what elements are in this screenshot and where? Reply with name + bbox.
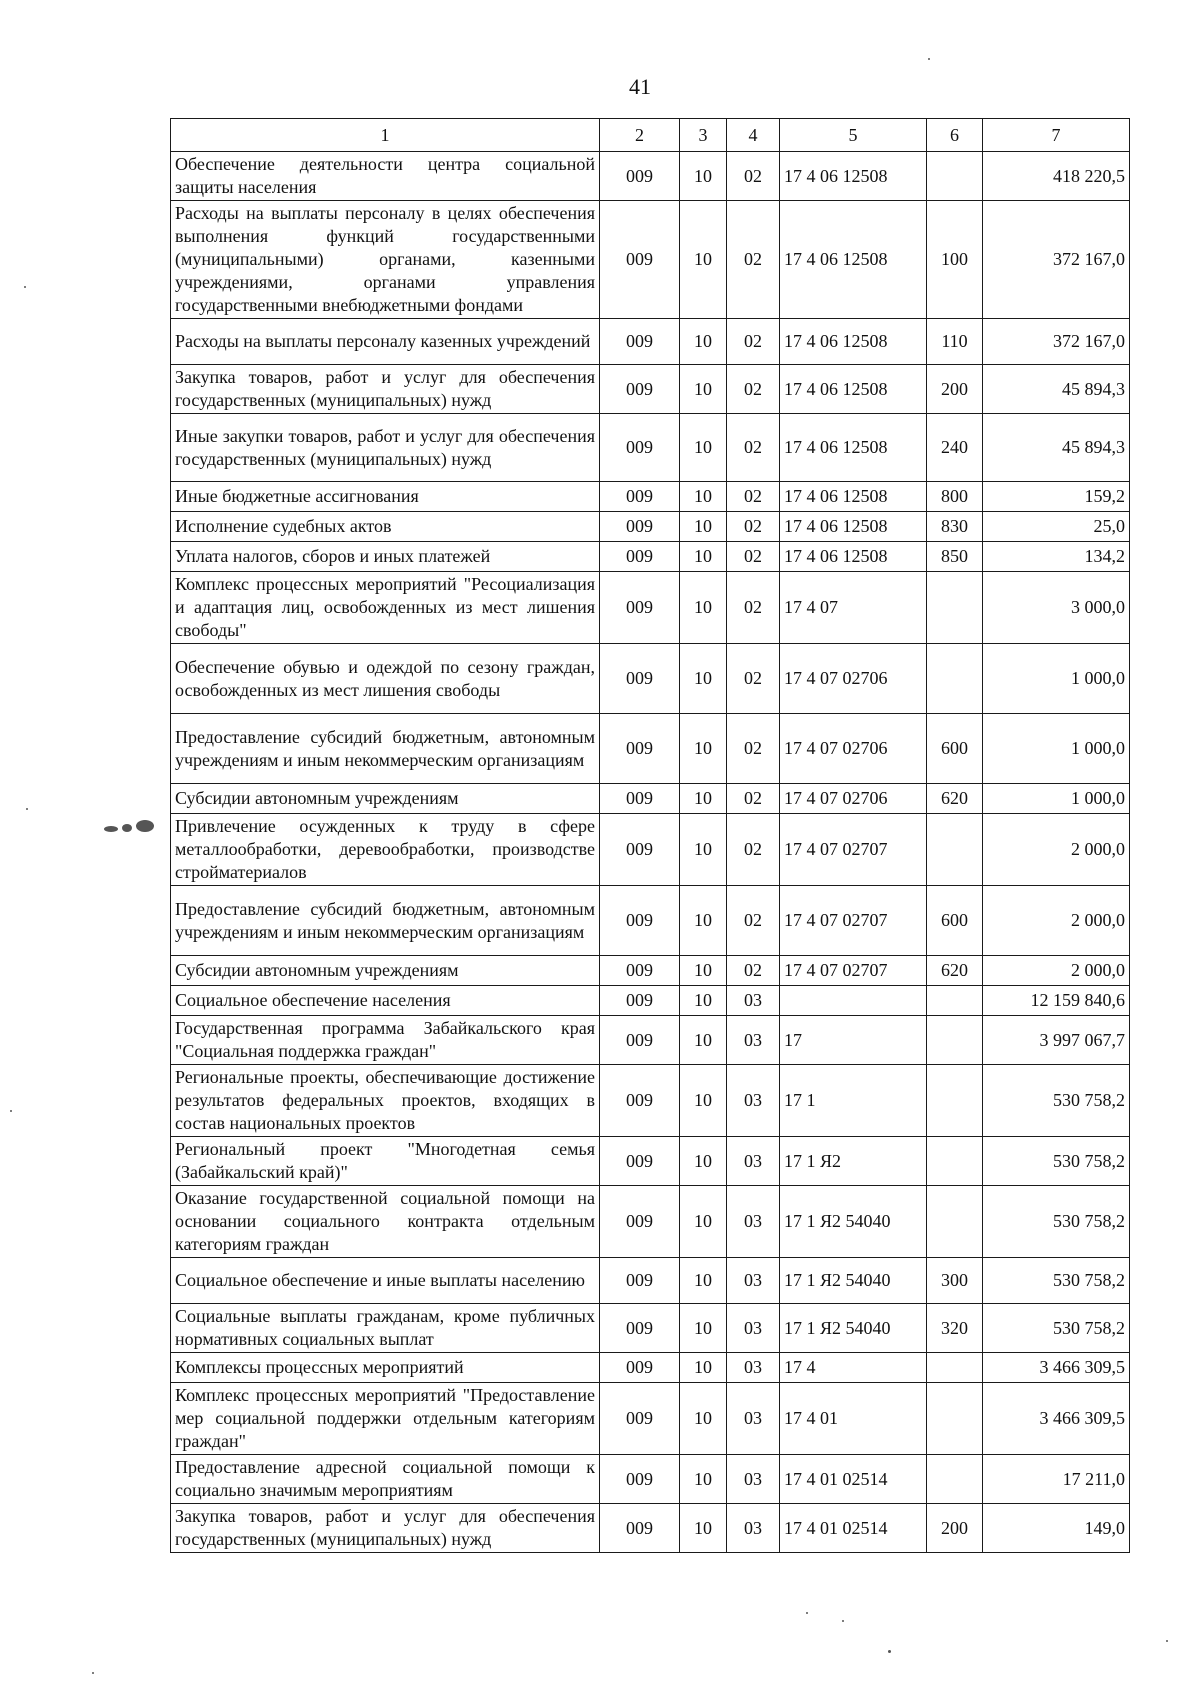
scan-speck bbox=[136, 820, 154, 832]
row-section-cell: 10 bbox=[680, 365, 727, 414]
row-target-article-cell: 17 4 07 02707 bbox=[780, 956, 927, 986]
row-subsection-cell: 02 bbox=[727, 814, 780, 886]
scan-speck bbox=[888, 1650, 891, 1653]
row-amount-cell: 149,0 bbox=[983, 1504, 1130, 1553]
table-row bbox=[171, 201, 1130, 319]
row-expense-type-cell bbox=[927, 572, 983, 644]
row-subsection-cell: 02 bbox=[727, 319, 780, 365]
table-row bbox=[171, 1353, 1130, 1383]
table-row bbox=[171, 319, 1130, 365]
row-section-cell: 10 bbox=[680, 201, 727, 319]
row-amount-cell: 25,0 bbox=[983, 512, 1130, 542]
table-row bbox=[171, 1186, 1130, 1258]
row-name-cell: Предоставление субсидий бюджетным, автономным учреждениям и иным некоммерческим организациям bbox=[171, 714, 600, 784]
table-row bbox=[171, 1065, 1130, 1137]
table-row bbox=[171, 414, 1130, 482]
row-amount-cell: 530 758,2 bbox=[983, 1137, 1130, 1186]
row-amount-cell: 3 000,0 bbox=[983, 572, 1130, 644]
row-gr-cell: 009 bbox=[600, 644, 680, 714]
table-row bbox=[171, 482, 1130, 512]
row-section-cell: 10 bbox=[680, 414, 727, 482]
row-target-article-cell: 17 1 Я2 bbox=[780, 1137, 927, 1186]
row-amount-cell: 17 211,0 bbox=[983, 1455, 1130, 1504]
row-target-article-cell: 17 4 07 02706 bbox=[780, 784, 927, 814]
row-section-cell: 10 bbox=[680, 1065, 727, 1137]
row-name-cell: Предоставление адресной социальной помощи к социально значимым мероприятиям bbox=[171, 1455, 600, 1504]
row-subsection-cell: 02 bbox=[727, 152, 780, 201]
row-name-cell: Оказание государственной социальной помощи на основании социального контракта отдельным категориям граждан bbox=[171, 1186, 600, 1258]
row-subsection-cell: 03 bbox=[727, 1504, 780, 1553]
row-gr-cell: 009 bbox=[600, 1137, 680, 1186]
row-amount-cell: 1 000,0 bbox=[983, 644, 1130, 714]
row-expense-type-cell bbox=[927, 152, 983, 201]
row-expense-type-cell: 200 bbox=[927, 365, 983, 414]
row-expense-type-cell: 600 bbox=[927, 886, 983, 956]
row-section-cell: 10 bbox=[680, 956, 727, 986]
row-section-cell: 10 bbox=[680, 1304, 727, 1353]
row-subsection-cell: 02 bbox=[727, 512, 780, 542]
row-section-cell: 10 bbox=[680, 886, 727, 956]
row-expense-type-cell bbox=[927, 1137, 983, 1186]
row-gr-cell: 009 bbox=[600, 319, 680, 365]
row-name-cell: Региональные проекты, обеспечивающие достижение результатов федеральных проектов, входящих в состав национальных проектов bbox=[171, 1065, 600, 1137]
row-amount-cell: 1 000,0 bbox=[983, 784, 1130, 814]
row-subsection-cell: 02 bbox=[727, 482, 780, 512]
scan-speck bbox=[24, 286, 26, 288]
row-gr-cell: 009 bbox=[600, 414, 680, 482]
row-section-cell: 10 bbox=[680, 482, 727, 512]
row-amount-cell: 3 466 309,5 bbox=[983, 1383, 1130, 1455]
row-section-cell: 10 bbox=[680, 1137, 727, 1186]
table-row bbox=[171, 986, 1130, 1016]
row-gr-cell: 009 bbox=[600, 1353, 680, 1383]
row-section-cell: 10 bbox=[680, 542, 727, 572]
table-body bbox=[171, 152, 1130, 1553]
row-amount-cell: 2 000,0 bbox=[983, 814, 1130, 886]
row-gr-cell: 009 bbox=[600, 1258, 680, 1304]
row-expense-type-cell bbox=[927, 814, 983, 886]
row-amount-cell: 530 758,2 bbox=[983, 1065, 1130, 1137]
row-amount-cell: 418 220,5 bbox=[983, 152, 1130, 201]
row-expense-type-cell bbox=[927, 1186, 983, 1258]
table-row bbox=[171, 1137, 1130, 1186]
row-section-cell: 10 bbox=[680, 784, 727, 814]
table-row bbox=[171, 814, 1130, 886]
row-amount-cell: 12 159 840,6 bbox=[983, 986, 1130, 1016]
row-subsection-cell: 02 bbox=[727, 784, 780, 814]
row-subsection-cell: 02 bbox=[727, 572, 780, 644]
row-gr-cell: 009 bbox=[600, 784, 680, 814]
row-subsection-cell: 02 bbox=[727, 714, 780, 784]
row-section-cell: 10 bbox=[680, 1383, 727, 1455]
column-header-2: 2 bbox=[600, 119, 680, 152]
row-expense-type-cell: 200 bbox=[927, 1504, 983, 1553]
row-section-cell: 10 bbox=[680, 1353, 727, 1383]
row-amount-cell: 372 167,0 bbox=[983, 319, 1130, 365]
row-expense-type-cell: 830 bbox=[927, 512, 983, 542]
row-gr-cell: 009 bbox=[600, 1304, 680, 1353]
table-row bbox=[171, 1016, 1130, 1065]
row-section-cell: 10 bbox=[680, 644, 727, 714]
row-subsection-cell: 03 bbox=[727, 1065, 780, 1137]
row-expense-type-cell: 320 bbox=[927, 1304, 983, 1353]
row-amount-cell: 530 758,2 bbox=[983, 1186, 1130, 1258]
row-target-article-cell: 17 4 07 bbox=[780, 572, 927, 644]
row-target-article-cell: 17 1 bbox=[780, 1065, 927, 1137]
row-expense-type-cell bbox=[927, 1016, 983, 1065]
row-name-cell: Государственная программа Забайкальского края "Социальная поддержка граждан" bbox=[171, 1016, 600, 1065]
table-row bbox=[171, 784, 1130, 814]
row-name-cell: Социальные выплаты гражданам, кроме публичных нормативных социальных выплат bbox=[171, 1304, 600, 1353]
table-row bbox=[171, 1304, 1130, 1353]
row-expense-type-cell bbox=[927, 1353, 983, 1383]
row-target-article-cell: 17 4 06 12508 bbox=[780, 482, 927, 512]
row-section-cell: 10 bbox=[680, 986, 727, 1016]
row-name-cell: Обеспечение обувью и одеждой по сезону граждан, освобожденных из мест лишения свободы bbox=[171, 644, 600, 714]
row-gr-cell: 009 bbox=[600, 201, 680, 319]
row-subsection-cell: 03 bbox=[727, 1186, 780, 1258]
row-subsection-cell: 03 bbox=[727, 1258, 780, 1304]
row-name-cell: Социальное обеспечение и иные выплаты населению bbox=[171, 1258, 600, 1304]
row-name-cell: Уплата налогов, сборов и иных платежей bbox=[171, 542, 600, 572]
row-target-article-cell: 17 4 bbox=[780, 1353, 927, 1383]
row-gr-cell: 009 bbox=[600, 365, 680, 414]
row-amount-cell: 1 000,0 bbox=[983, 714, 1130, 784]
row-gr-cell: 009 bbox=[600, 886, 680, 956]
row-gr-cell: 009 bbox=[600, 482, 680, 512]
row-expense-type-cell bbox=[927, 1383, 983, 1455]
row-target-article-cell: 17 4 06 12508 bbox=[780, 319, 927, 365]
row-name-cell: Социальное обеспечение населения bbox=[171, 986, 600, 1016]
row-target-article-cell: 17 4 06 12508 bbox=[780, 542, 927, 572]
scan-speck bbox=[806, 1612, 808, 1614]
row-gr-cell: 009 bbox=[600, 542, 680, 572]
row-name-cell: Комплекс процессных мероприятий "Предоставление мер социальной поддержки отдельным категориям граждан" bbox=[171, 1383, 600, 1455]
budget-table bbox=[170, 118, 1130, 1553]
row-subsection-cell: 03 bbox=[727, 1353, 780, 1383]
column-header-7: 7 bbox=[983, 119, 1130, 152]
row-target-article-cell: 17 4 01 02514 bbox=[780, 1455, 927, 1504]
row-expense-type-cell: 620 bbox=[927, 956, 983, 986]
row-subsection-cell: 02 bbox=[727, 414, 780, 482]
row-subsection-cell: 03 bbox=[727, 1455, 780, 1504]
row-name-cell: Расходы на выплаты персоналу казенных учреждений bbox=[171, 319, 600, 365]
table-row bbox=[171, 886, 1130, 956]
row-gr-cell: 009 bbox=[600, 1016, 680, 1065]
row-amount-cell: 3 466 309,5 bbox=[983, 1353, 1130, 1383]
row-expense-type-cell bbox=[927, 986, 983, 1016]
row-gr-cell: 009 bbox=[600, 152, 680, 201]
row-gr-cell: 009 bbox=[600, 986, 680, 1016]
row-amount-cell: 2 000,0 bbox=[983, 956, 1130, 986]
row-gr-cell: 009 bbox=[600, 1065, 680, 1137]
row-gr-cell: 009 bbox=[600, 572, 680, 644]
row-section-cell: 10 bbox=[680, 714, 727, 784]
row-target-article-cell: 17 4 07 02706 bbox=[780, 644, 927, 714]
scan-speck bbox=[842, 1620, 844, 1622]
budget-table-wrapper bbox=[170, 118, 1129, 1553]
row-expense-type-cell: 850 bbox=[927, 542, 983, 572]
table-row bbox=[171, 1504, 1130, 1553]
row-expense-type-cell bbox=[927, 1065, 983, 1137]
row-amount-cell: 2 000,0 bbox=[983, 886, 1130, 956]
row-target-article-cell: 17 4 06 12508 bbox=[780, 201, 927, 319]
row-target-article-cell: 17 4 06 12508 bbox=[780, 512, 927, 542]
row-subsection-cell: 03 bbox=[727, 986, 780, 1016]
scan-speck bbox=[26, 808, 28, 810]
row-subsection-cell: 03 bbox=[727, 1137, 780, 1186]
row-amount-cell: 134,2 bbox=[983, 542, 1130, 572]
table-row bbox=[171, 1383, 1130, 1455]
row-target-article-cell: 17 4 07 02707 bbox=[780, 886, 927, 956]
scan-speck bbox=[928, 58, 930, 60]
row-subsection-cell: 02 bbox=[727, 365, 780, 414]
row-name-cell: Предоставление субсидий бюджетным, автономным учреждениям и иным некоммерческим организациям bbox=[171, 886, 600, 956]
row-expense-type-cell: 300 bbox=[927, 1258, 983, 1304]
column-header-3: 3 bbox=[680, 119, 727, 152]
table-row bbox=[171, 1455, 1130, 1504]
scan-speck bbox=[122, 824, 132, 832]
table-row bbox=[171, 644, 1130, 714]
scan-speck bbox=[104, 826, 118, 832]
column-header-5: 5 bbox=[780, 119, 927, 152]
row-name-cell: Закупка товаров, работ и услуг для обеспечения государственных (муниципальных) нужд bbox=[171, 1504, 600, 1553]
row-name-cell: Обеспечение деятельности центра социальной защиты населения bbox=[171, 152, 600, 201]
row-section-cell: 10 bbox=[680, 1455, 727, 1504]
row-expense-type-cell: 110 bbox=[927, 319, 983, 365]
column-header-6: 6 bbox=[927, 119, 983, 152]
row-name-cell: Субсидии автономным учреждениям bbox=[171, 784, 600, 814]
row-expense-type-cell bbox=[927, 1455, 983, 1504]
scan-speck bbox=[10, 1110, 12, 1112]
row-amount-cell: 159,2 bbox=[983, 482, 1130, 512]
row-gr-cell: 009 bbox=[600, 814, 680, 886]
row-target-article-cell bbox=[780, 986, 927, 1016]
row-amount-cell: 45 894,3 bbox=[983, 414, 1130, 482]
row-gr-cell: 009 bbox=[600, 714, 680, 784]
row-gr-cell: 009 bbox=[600, 1455, 680, 1504]
row-section-cell: 10 bbox=[680, 1504, 727, 1553]
table-row bbox=[171, 714, 1130, 784]
row-target-article-cell: 17 4 06 12508 bbox=[780, 152, 927, 201]
scan-speck bbox=[1166, 1640, 1168, 1642]
row-name-cell: Иные закупки товаров, работ и услуг для обеспечения государственных (муниципальных) нужд bbox=[171, 414, 600, 482]
row-name-cell: Иные бюджетные ассигнования bbox=[171, 482, 600, 512]
table-row bbox=[171, 152, 1130, 201]
row-expense-type-cell: 620 bbox=[927, 784, 983, 814]
row-target-article-cell: 17 4 07 02707 bbox=[780, 814, 927, 886]
row-section-cell: 10 bbox=[680, 512, 727, 542]
row-gr-cell: 009 bbox=[600, 1186, 680, 1258]
row-expense-type-cell bbox=[927, 644, 983, 714]
row-target-article-cell: 17 1 Я2 54040 bbox=[780, 1258, 927, 1304]
row-subsection-cell: 02 bbox=[727, 956, 780, 986]
row-subsection-cell: 03 bbox=[727, 1016, 780, 1065]
table-row bbox=[171, 512, 1130, 542]
row-target-article-cell: 17 4 06 12508 bbox=[780, 365, 927, 414]
column-header-1: 1 bbox=[171, 119, 600, 152]
row-target-article-cell: 17 4 07 02706 bbox=[780, 714, 927, 784]
row-name-cell: Комплексы процессных мероприятий bbox=[171, 1353, 600, 1383]
row-amount-cell: 3 997 067,7 bbox=[983, 1016, 1130, 1065]
table-row bbox=[171, 1258, 1130, 1304]
row-section-cell: 10 bbox=[680, 152, 727, 201]
table-row bbox=[171, 572, 1130, 644]
row-gr-cell: 009 bbox=[600, 956, 680, 986]
row-expense-type-cell: 100 bbox=[927, 201, 983, 319]
table-row bbox=[171, 956, 1130, 986]
row-target-article-cell: 17 bbox=[780, 1016, 927, 1065]
row-subsection-cell: 02 bbox=[727, 542, 780, 572]
row-target-article-cell: 17 4 01 bbox=[780, 1383, 927, 1455]
row-gr-cell: 009 bbox=[600, 1383, 680, 1455]
scan-speck bbox=[92, 1672, 94, 1674]
row-target-article-cell: 17 1 Я2 54040 bbox=[780, 1304, 927, 1353]
row-name-cell: Закупка товаров, работ и услуг для обеспечения государственных (муниципальных) нужд bbox=[171, 365, 600, 414]
row-subsection-cell: 03 bbox=[727, 1383, 780, 1455]
row-expense-type-cell: 240 bbox=[927, 414, 983, 482]
row-subsection-cell: 02 bbox=[727, 644, 780, 714]
row-name-cell: Исполнение судебных актов bbox=[171, 512, 600, 542]
row-name-cell: Региональный проект "Многодетная семья (Забайкальский край)" bbox=[171, 1137, 600, 1186]
header-row bbox=[171, 119, 1130, 152]
column-header-4: 4 bbox=[727, 119, 780, 152]
row-subsection-cell: 02 bbox=[727, 201, 780, 319]
row-gr-cell: 009 bbox=[600, 512, 680, 542]
row-section-cell: 10 bbox=[680, 1258, 727, 1304]
row-section-cell: 10 bbox=[680, 1016, 727, 1065]
row-amount-cell: 530 758,2 bbox=[983, 1258, 1130, 1304]
row-gr-cell: 009 bbox=[600, 1504, 680, 1553]
row-amount-cell: 372 167,0 bbox=[983, 201, 1130, 319]
table-row bbox=[171, 542, 1130, 572]
row-subsection-cell: 02 bbox=[727, 886, 780, 956]
row-section-cell: 10 bbox=[680, 814, 727, 886]
row-target-article-cell: 17 4 06 12508 bbox=[780, 414, 927, 482]
row-section-cell: 10 bbox=[680, 572, 727, 644]
table-row bbox=[171, 365, 1130, 414]
row-section-cell: 10 bbox=[680, 1186, 727, 1258]
row-subsection-cell: 03 bbox=[727, 1304, 780, 1353]
row-expense-type-cell: 800 bbox=[927, 482, 983, 512]
row-target-article-cell: 17 4 01 02514 bbox=[780, 1504, 927, 1553]
row-expense-type-cell: 600 bbox=[927, 714, 983, 784]
row-name-cell: Комплекс процессных мероприятий "Ресоциализация и адаптация лиц, освобожденных из мест лишения свободы" bbox=[171, 572, 600, 644]
row-amount-cell: 45 894,3 bbox=[983, 365, 1130, 414]
row-section-cell: 10 bbox=[680, 319, 727, 365]
row-amount-cell: 530 758,2 bbox=[983, 1304, 1130, 1353]
row-target-article-cell: 17 1 Я2 54040 bbox=[780, 1186, 927, 1258]
page-number: 41 bbox=[629, 74, 651, 99]
row-name-cell: Привлечение осужденных к труду в сфере металлообработки, деревообработки, производстве стройматериалов bbox=[171, 814, 600, 886]
row-name-cell: Расходы на выплаты персоналу в целях обеспечения выполнения функций государственными (муниципальными) органами, казенными учреждениями, органами управления государственными внебюджетными фондами bbox=[171, 201, 600, 319]
row-name-cell: Субсидии автономным учреждениям bbox=[171, 956, 600, 986]
